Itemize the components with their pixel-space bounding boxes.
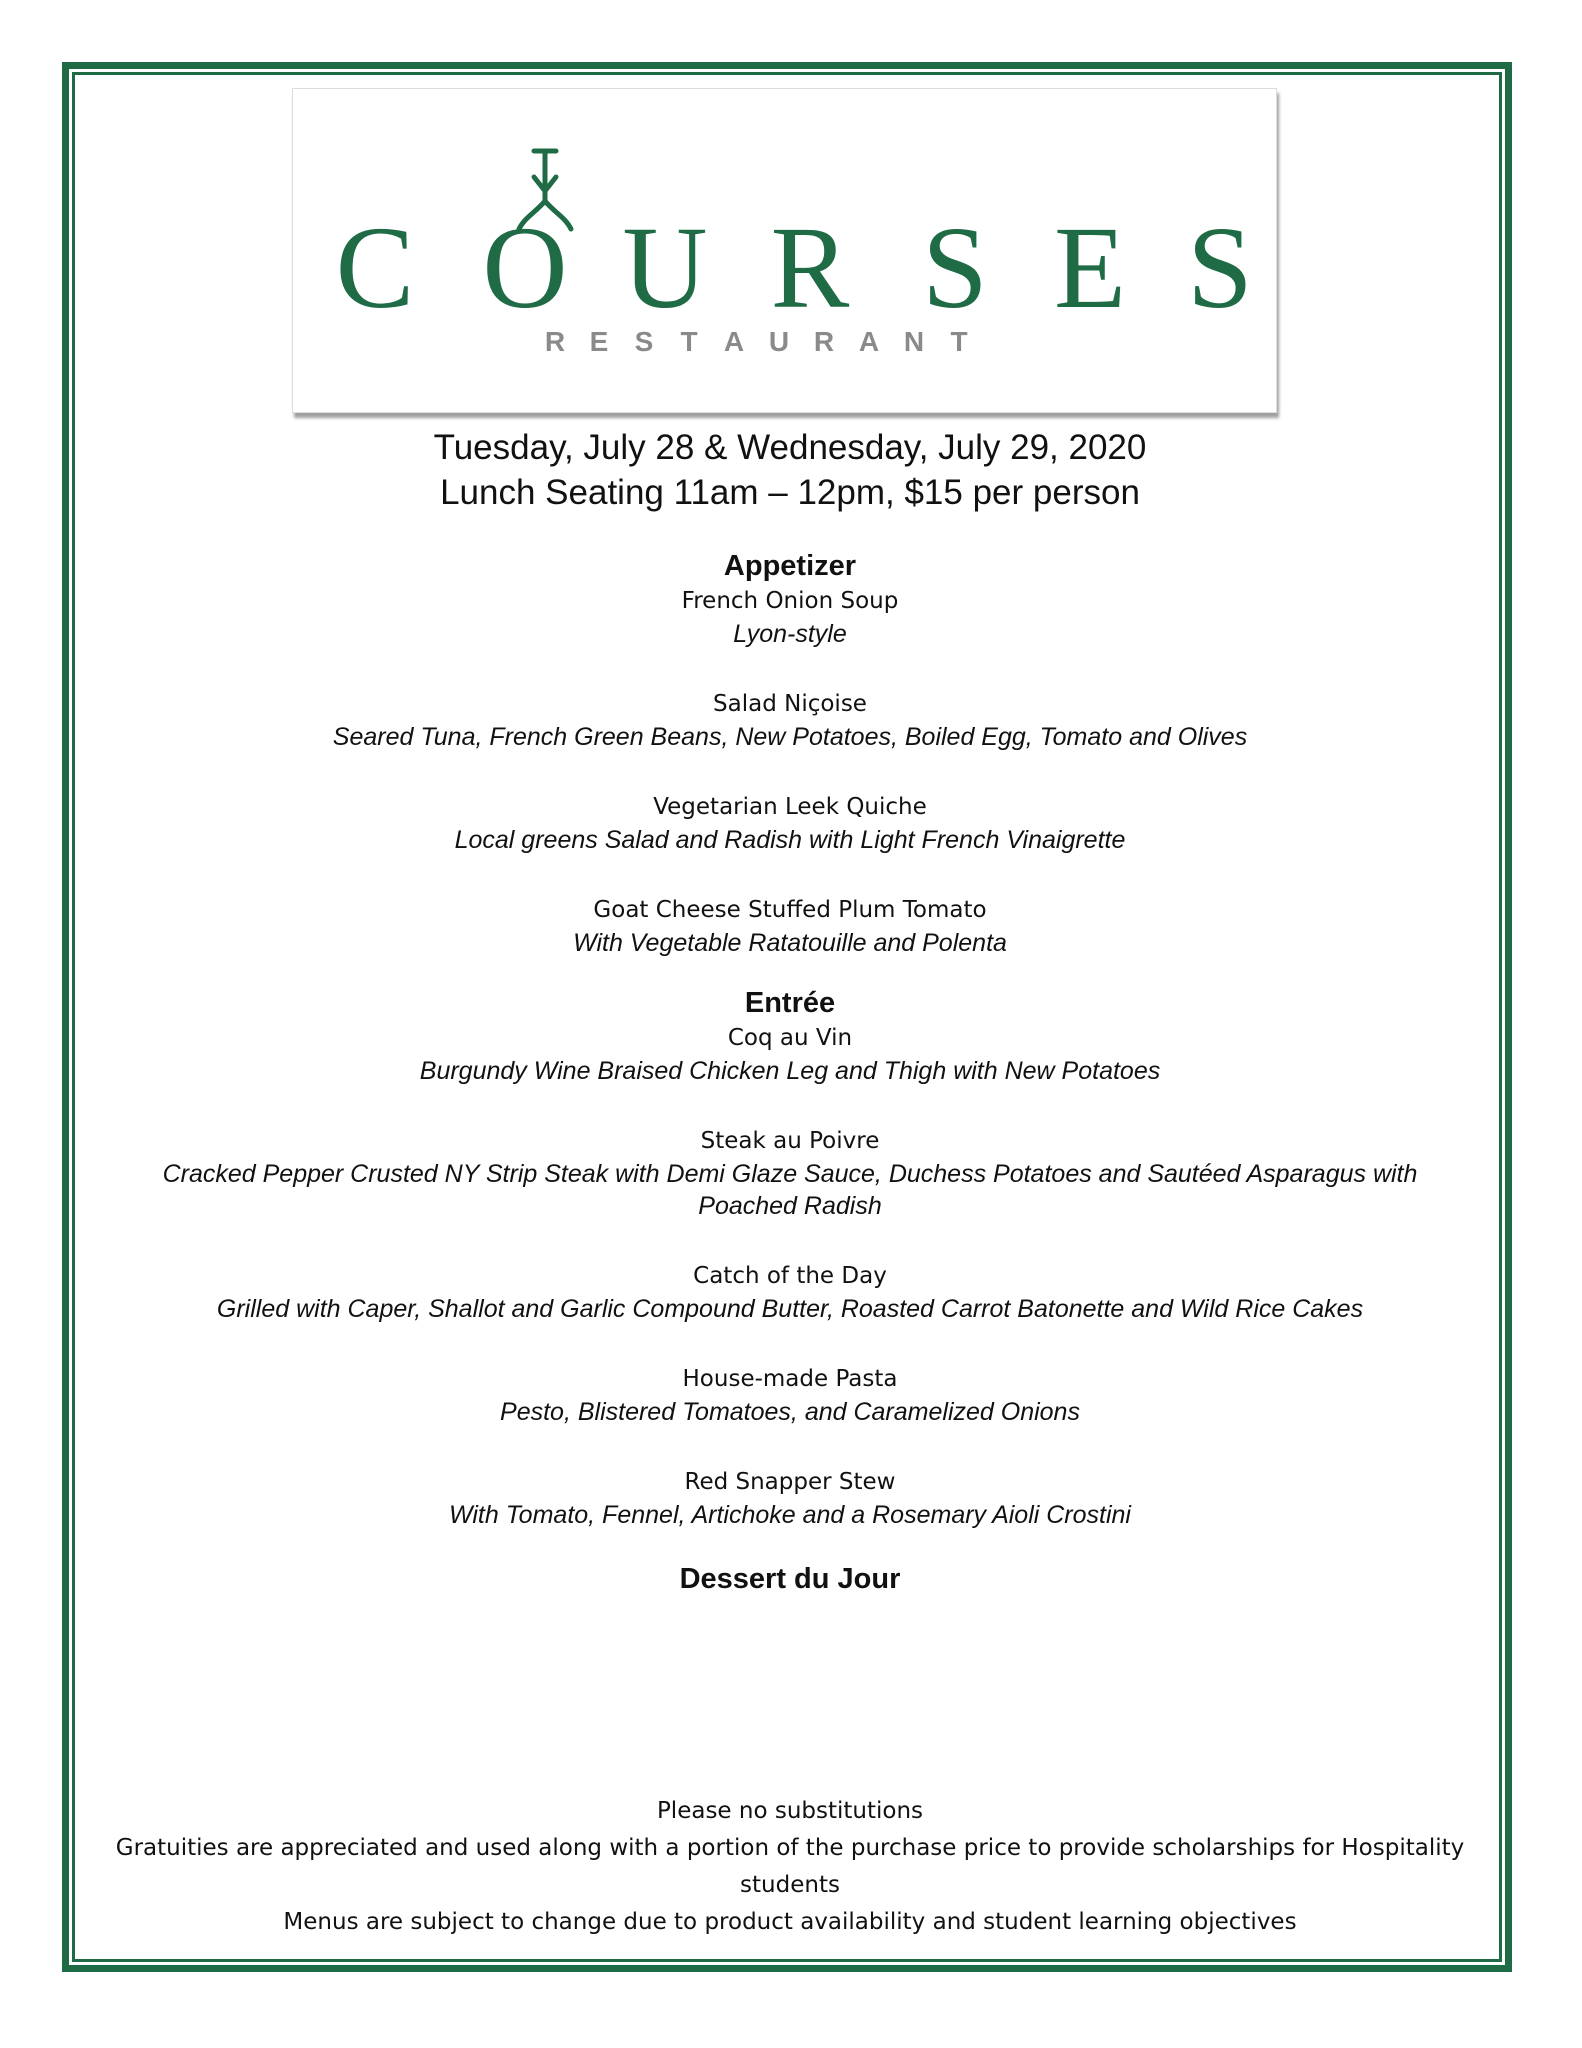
dish-name: Coq au Vin: [727, 1025, 853, 1051]
dish-name: Red Snapper Stew: [684, 1469, 896, 1495]
section-heading-entree: Entrée: [744, 987, 836, 1019]
menu-item: [80, 1259, 1500, 1325]
dish-description: With Vegetable Ratatouille and Polenta: [573, 929, 1007, 957]
dish-description: Pesto, Blistered Tomatoes, and Caramelized Onions: [500, 1398, 1080, 1426]
dish-description: Burgundy Wine Braised Chicken Leg and Thigh with New Potatoes: [419, 1057, 1161, 1085]
logo-letter: S: [1187, 202, 1253, 333]
logo-subtitle-letter: N: [903, 326, 925, 357]
dish-description: Local greens Salad and Radish with Light French Vinaigrette: [454, 826, 1126, 854]
dish-description: Seared Tuna, French Green Beans, New Potatoes, Boiled Egg, Tomato and Olives: [332, 723, 1248, 751]
dish-name: Vegetarian Leek Quiche: [653, 794, 927, 820]
menu-content: [80, 425, 1500, 1597]
dish-name: Goat Cheese Stuffed Plum Tomato: [593, 897, 987, 923]
logo-subtitle-letter: S: [634, 326, 654, 357]
seating-line: Lunch Seating 11am – 12pm, $15 per person: [440, 473, 1140, 512]
logo-letter: U: [622, 202, 708, 333]
logo-subtitle-letter: R: [813, 326, 835, 357]
date-line: Tuesday, July 28 & Wednesday, July 29, 2020: [433, 428, 1147, 467]
menu-item: [80, 893, 1500, 959]
menu-footer: [100, 1793, 1480, 1941]
section-heading-appetizer: Appetizer: [723, 550, 857, 582]
footer-substitutions-note: Please no substitutions: [656, 1798, 924, 1824]
logo-subtitle-letter: T: [950, 326, 968, 357]
menu-item: [80, 790, 1500, 856]
logo-letter: O: [482, 202, 568, 333]
footer-gratuities-note: Gratuities are appreciated and used along with a portion of the purchase price to provide scholarships for Hospitality students: [115, 1835, 1465, 1898]
logo-letter: S: [922, 202, 988, 333]
logo-subtitle-letter: T: [680, 326, 698, 357]
logo-letter: C: [335, 202, 415, 333]
menu-item: [80, 1465, 1500, 1531]
logo-letter: E: [1053, 202, 1127, 333]
section-heading-dessert: Dessert du Jour: [679, 1563, 901, 1595]
logo-subtitle-letter: U: [768, 326, 790, 357]
dish-name: French Onion Soup: [681, 588, 899, 614]
dish-name: House-made Pasta: [682, 1366, 898, 1392]
dish-name: Steak au Poivre: [700, 1128, 880, 1154]
menu-item: [80, 687, 1500, 753]
dish-description: With Tomato, Fennel, Artichoke and a Rosemary Aioli Crostini: [448, 1501, 1131, 1529]
dish-description: Lyon-style: [733, 620, 847, 648]
footer-availability-note: Menus are subject to change due to product availability and student learning objectives: [283, 1909, 1297, 1935]
menu-item: [80, 584, 1500, 650]
logo-subtitle-letter: E: [589, 326, 609, 357]
logo-subtitle-letter: R: [544, 326, 566, 357]
menu-item: [80, 1021, 1500, 1087]
menu-item: [80, 1124, 1500, 1222]
restaurant-logo: [292, 88, 1277, 413]
dish-name: Catch of the Day: [693, 1263, 887, 1289]
dish-name: Salad Niçoise: [713, 691, 867, 717]
logo-letter: R: [770, 202, 850, 333]
menu-item: [80, 1362, 1500, 1428]
logo-graphic: [293, 89, 1278, 414]
logo-subtitle-letter: A: [858, 326, 880, 357]
logo-subtitle-letter: A: [723, 326, 745, 357]
dish-description: Grilled with Caper, Shallot and Garlic Compound Butter, Roasted Carrot Batonette and Wild Rice Cakes: [216, 1295, 1364, 1323]
dish-description: Cracked Pepper Crusted NY Strip Steak with Demi Glaze Sauce, Duchess Potatoes and Sautéed Asparagus with Poached Radish: [162, 1160, 1418, 1220]
